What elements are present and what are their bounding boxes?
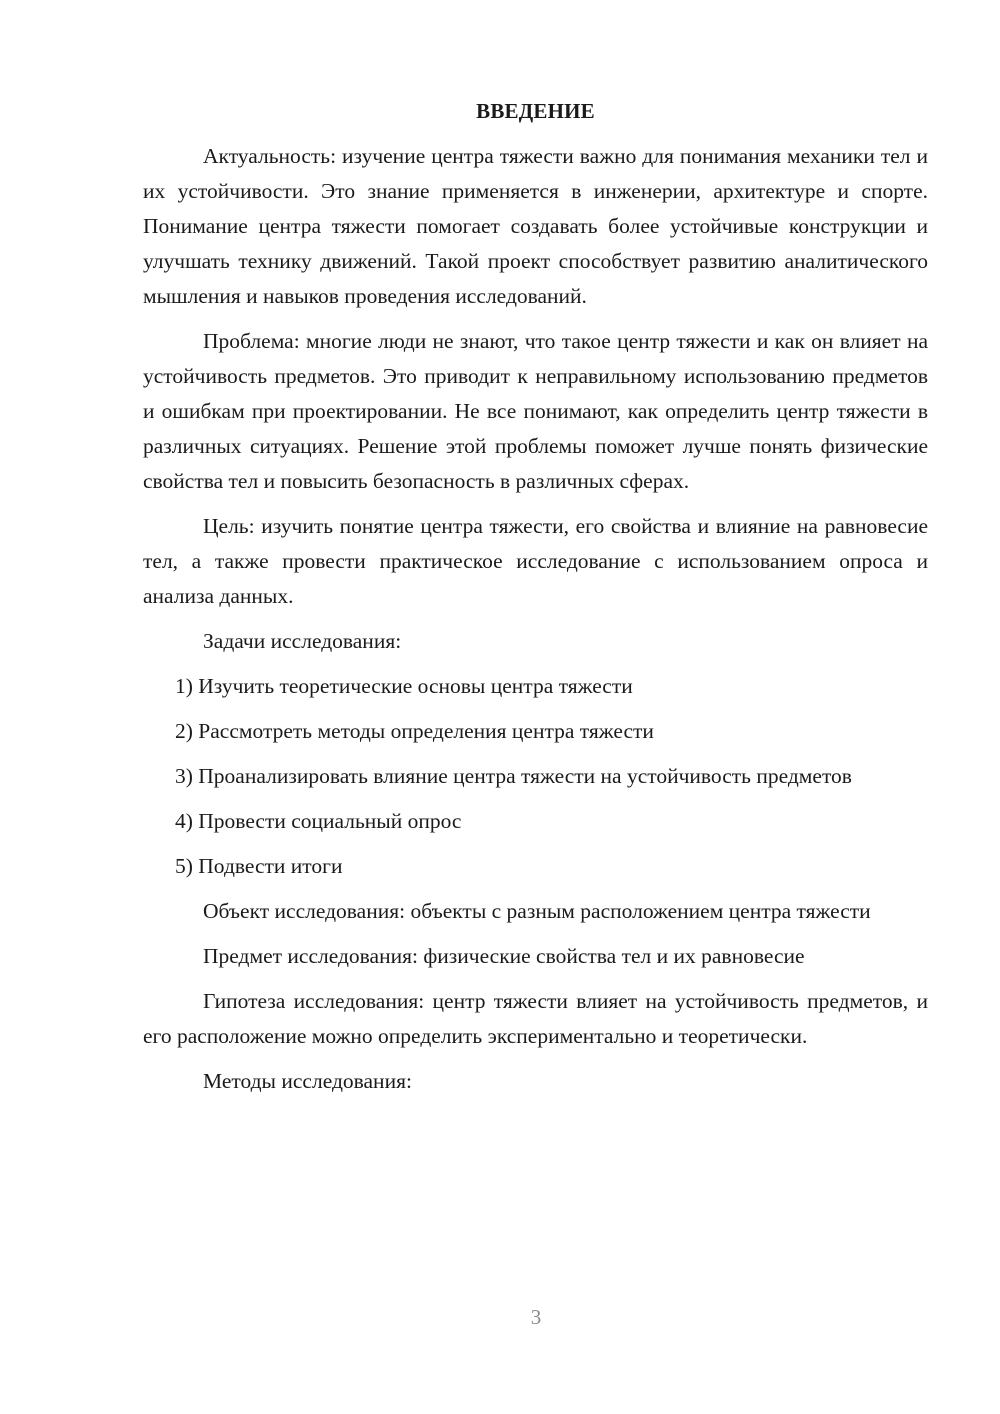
goal-paragraph: Цель: изучить понятие центра тяжести, его свойства и влияние на равновесие тел, а также провести практическое исследование с использованием опроса и анализа данных.	[143, 514, 928, 608]
tasks-heading: Задачи исследования:	[203, 629, 402, 653]
hypothesis-paragraph: Гипотеза исследования: центр тяжести влияет на устойчивость предметов, и его расположение можно определить экспериментально и теоретически.	[143, 989, 928, 1048]
methods-heading: Методы исследования:	[203, 1069, 412, 1093]
list-item: 2) Рассмотреть методы определения центра тяжести	[175, 719, 654, 743]
page-content	[143, 96, 928, 1109]
object-paragraph: Объект исследования: объекты с разным расположением центра тяжести	[203, 899, 871, 923]
subject-paragraph: Предмет исследования: физические свойства тел и их равновесие	[203, 944, 805, 968]
list-item: 3) Проанализировать влияние центра тяжести на устойчивость предметов	[175, 764, 852, 788]
section-title: ВВЕДЕНИЕ	[476, 99, 595, 123]
problem-paragraph: Проблема: многие люди не знают, что такое центр тяжести и как он влияет на устойчивость предметов. Это приводит к неправильному использованию предметов и ошибкам при проектировании. Не все понимают, как определить центр тяжести в различных ситуациях. Решение этой проблемы поможет лучше понять физические свойства тел и повысить безопасность в различных сферах.	[143, 329, 928, 493]
list-item: 4) Провести социальный опрос	[175, 809, 462, 833]
tasks-list	[143, 669, 928, 884]
list-item: 1) Изучить теоретические основы центра тяжести	[175, 674, 633, 698]
page-number: 3	[530, 1305, 542, 1329]
relevance-paragraph: Актуальность: изучение центра тяжести важно для понимания механики тел и их устойчивости. Это знание применяется в инженерии, архитектуре и спорте. Понимание центра тяжести помогает создавать более устойчивые конструкции и улучшать технику движений. Такой проект способствует развитию аналитического мышления и навыков проведения исследований.	[143, 144, 928, 308]
list-item: 5) Подвести итоги	[175, 854, 343, 878]
